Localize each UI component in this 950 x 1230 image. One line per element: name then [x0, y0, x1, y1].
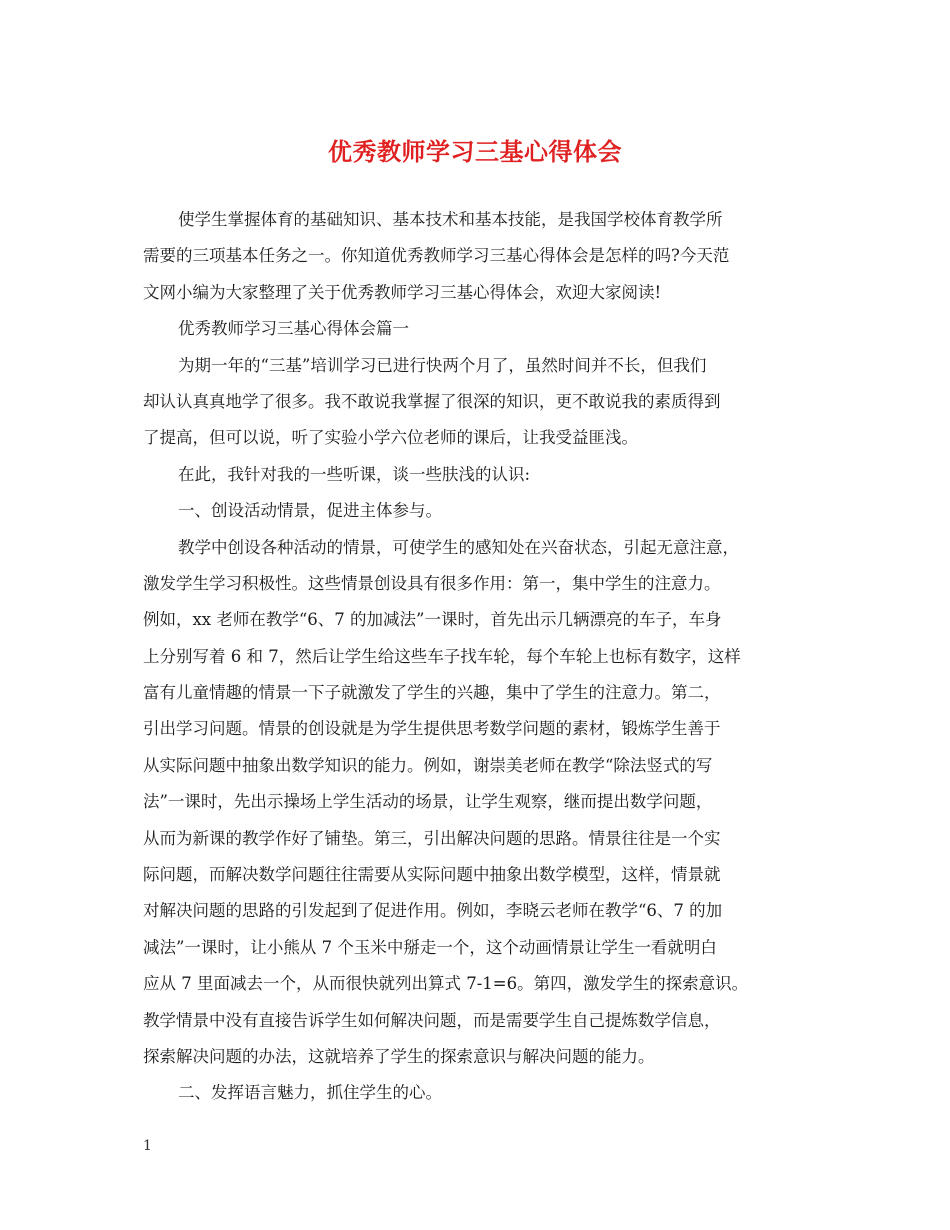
text-line: 引出学习问题。情景的创设就是为学生提供思考数学问题的素材，锻炼学生善于 — [143, 719, 721, 739]
paragraph-subheading — [143, 1075, 823, 1111]
document-body — [143, 202, 823, 1112]
text-line: 从而为新课的教学作好了铺垫。第三，引出解决问题的思路。情景往往是一个实 — [143, 828, 721, 848]
text-line: 优秀教师学习三基心得体会篇一 — [178, 319, 409, 339]
text-line: 二、发挥语言魅力，抓住学生的心。 — [178, 1083, 442, 1103]
paragraph-section-heading — [143, 311, 823, 347]
text-line: 教学情景中没有直接告诉学生如何解决问题，而是需要学生自己提炼数学信息， — [143, 1010, 721, 1030]
paragraph — [143, 530, 823, 1076]
text-line: 了提高，但可以说，听了实验小学六位老师的课后，让我受益匪浅。 — [143, 428, 638, 448]
text-line: 减法”一课时，让小熊从 7 个玉米中掰走一个，这个动画情景让学生一看就明白 — [143, 937, 717, 957]
text-line: 法”一课时，先出示操场上学生活动的场景，让学生观察，继而提出数学问题， — [143, 792, 713, 812]
text-line: 上分别写着 6 和 7，然后让学生给这些车子找车轮，每个车轮上也标有数字，这样 — [143, 646, 741, 666]
text-line: 例如，xx 老师在教学“6、7 的加减法”一课时，首先出示几辆漂亮的车子，车身 — [143, 610, 722, 630]
text-line: 应从 7 里面减去一个，从而很快就列出算式 7-1=6。第四，激发学生的探索意识。 — [143, 974, 749, 994]
text-line: 一、创设活动情景，促进主体参与。 — [178, 501, 442, 521]
text-line: 探索解决问题的办法，这就培养了学生的探索意识与解决问题的能力。 — [143, 1046, 655, 1066]
text-line: 在此，我针对我的一些听课，谈一些肤浅的认识: — [178, 464, 531, 484]
text-line: 文网小编为大家整理了关于优秀教师学习三基心得体会，欢迎大家阅读! — [143, 282, 662, 302]
text-line: 对解决问题的思路的引发起到了促进作用。例如，李晓云老师在教学“6、7 的加 — [143, 901, 723, 921]
paragraph-intro — [143, 202, 823, 311]
text-line: 际问题，而解决数学问题往往需要从实际问题中抽象出数学模型，这样，情景就 — [143, 865, 721, 885]
paragraph — [143, 457, 823, 493]
text-line: 从实际问题中抽象出数学知识的能力。例如，谢崇美老师在教学“除法竖式的写 — [143, 755, 713, 775]
document-title: 优秀教师学习三基心得体会 — [328, 137, 622, 166]
text-line: 使学生掌握体育的基础知识、基本技术和基本技能，是我国学校体育教学所 — [178, 210, 723, 229]
text-line: 却认认真真地学了很多。我不敢说我掌握了很深的知识，更不敢说我的素质得到 — [143, 391, 721, 411]
page-number: 1 — [143, 1138, 152, 1154]
paragraph-subheading — [143, 493, 823, 529]
text-line: 富有儿童情趣的情景一下子就激发了学生的兴趣，集中了学生的注意力。第二， — [143, 683, 721, 703]
text-line: 为期一年的“三基”培训学习已进行快两个月了，虽然时间并不长，但我们 — [178, 355, 707, 375]
text-line: 需要的三项基本任务之一。你知道优秀教师学习三基心得体会是怎样的吗?今天范 — [143, 246, 730, 266]
text-line: 教学中创设各种活动的情景，可使学生的感知处在兴奋状态，引起无意注意， — [178, 537, 739, 557]
paragraph — [143, 348, 823, 457]
text-line: 激发学生学习积极性。这些情景创设具有很多作用：第一，集中学生的注意力。 — [143, 573, 721, 593]
